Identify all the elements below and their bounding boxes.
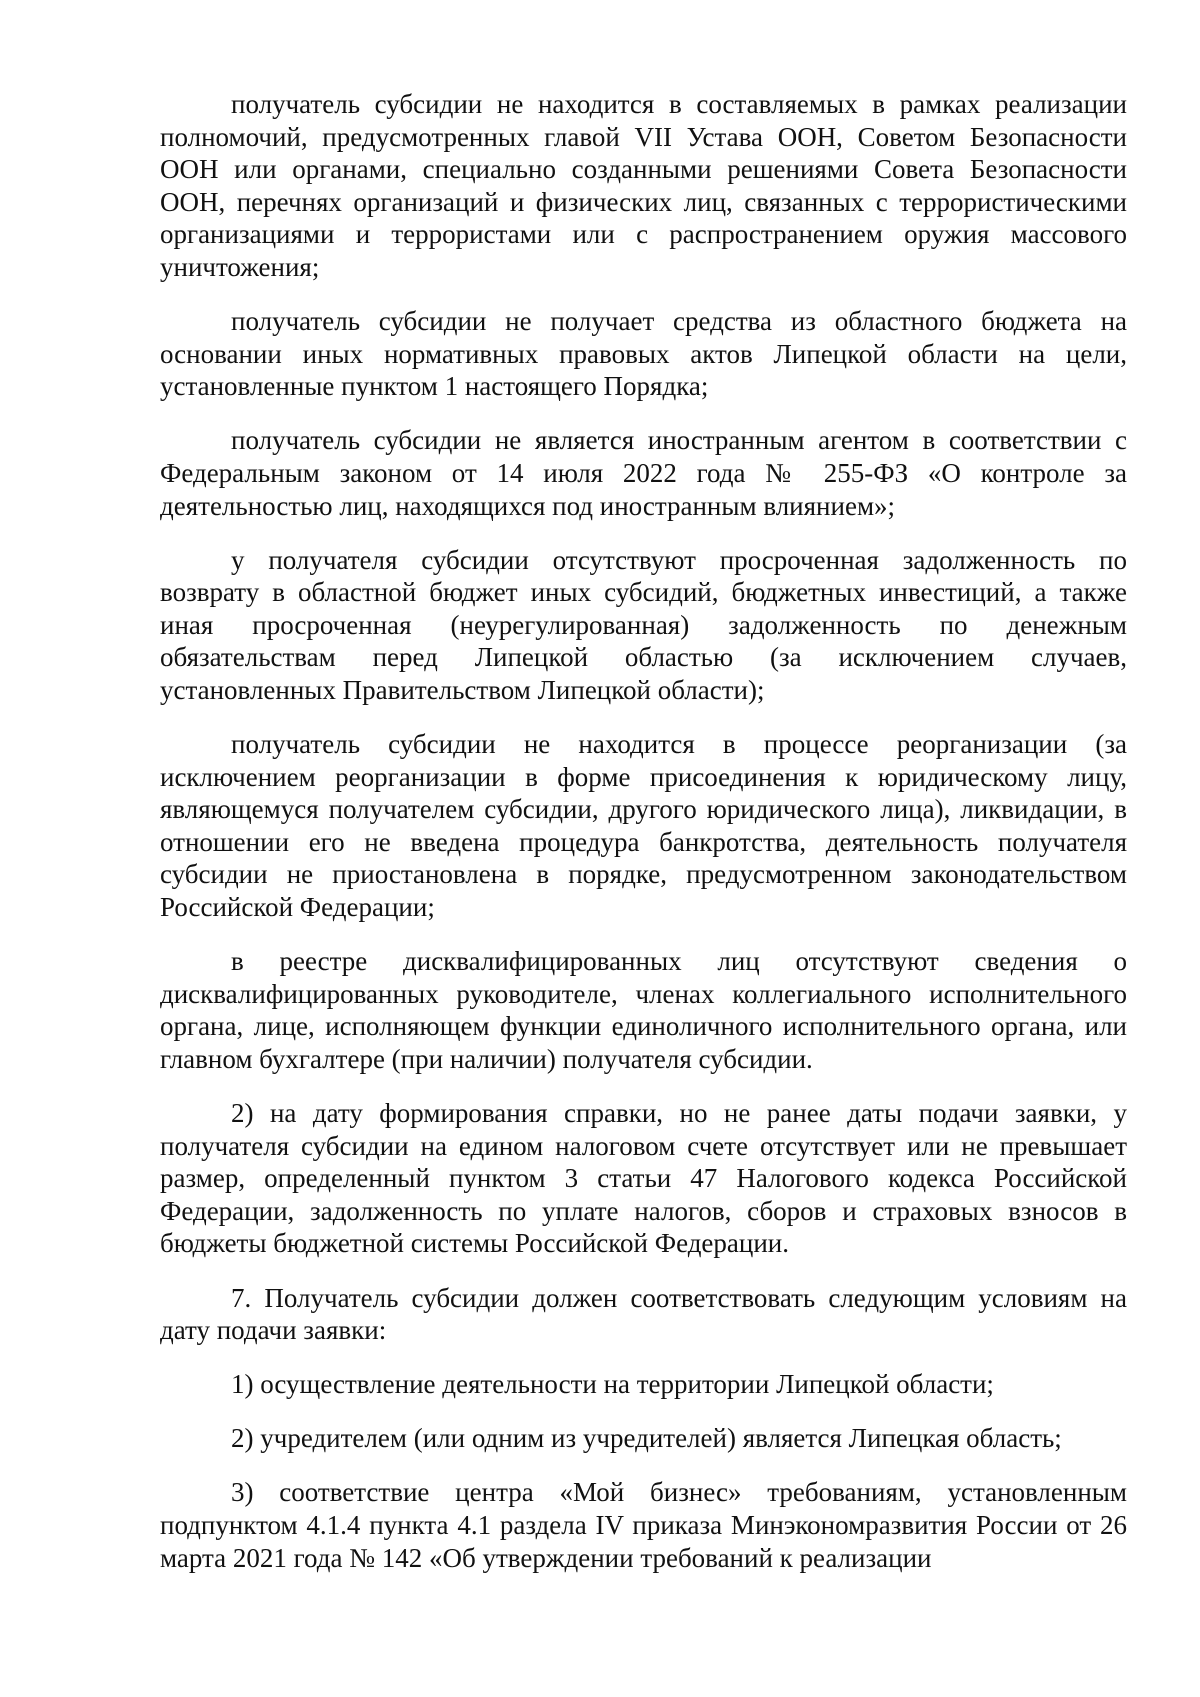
- paragraph-not-foreign-agent: получатель субсидии не является иностранным агентом в соответствии с Федеральным законом от 14 июля 2022 года № 255-ФЗ «О контроле за деятельностью лиц, находящихся под иностранным влиянием»;: [160, 425, 1127, 521]
- document-body: [160, 88, 1127, 1596]
- paragraph-no-reorganization: получатель субсидии не находится в процессе реорганизации (за исключением реорганизации в форме присоединения к юридическому лицу, являющемуся получателем субсидии, другого юридического лица), ликвидации, в отношении его не введена процедура банкротства, деятельность получателя субсидии не приостановлена в порядке, предусмотренном законодательством Российской Федерации;: [160, 729, 1127, 923]
- paragraph-tax-debt: 2) на дату формирования справки, но не ранее даты подачи заявки, у получателя субсидии на едином налоговом счете отсутствует или не превышает размер, определенный пунктом 3 статьи 47 Налогового кодекса Российской Федерации, задолженность по уплате налогов, сборов и страховых взносов в бюджеты бюджетной системы Российской Федерации.: [160, 1098, 1127, 1259]
- paragraph-un-sanctions-list: получатель субсидии не находится в составляемых в рамках реализации полномочий, предусмотренных главой VII Устава ООН, Советом Безопасности ООН или органами, специально созданными решениями Совета Безопасности ООН, перечнях организаций и физических лиц, связанных с террористическими организациями и террористами или с распространением оружия массового уничтожения;: [160, 89, 1127, 282]
- paragraph-condition-3: 3) соответствие центра «Мой бизнес» требованиям, установленным подпунктом 4.1.4 пункта 4.1 раздела IV приказа Минэкономразвития России от 26 марта 2021 года № 142 «Об утверждении требований к реализации: [160, 1477, 1127, 1573]
- paragraph-no-overdue-debt: у получателя субсидии отсутствуют просроченная задолженность по возврату в областной бюджет иных субсидий, бюджетных инвестиций, а также иная просроченная (неурегулированная) задолженность по денежным обязательствам перед Липецкой областью (за исключением случаев, установленных Правительством Липецкой области);: [160, 544, 1127, 705]
- paragraph-section-7-intro: 7. Получатель субсидии должен соответствовать следующим условиям на дату подачи заявки:: [160, 1282, 1127, 1346]
- paragraph-disqualified-persons: в реестре дисквалифицированных лиц отсутствуют сведения о дисквалифицированных руководителе, членах коллегиального исполнительного органа, лице, исполняющем функции единоличного исполнительного органа, или главном бухгалтере (при наличии) получателя субсидии.: [160, 946, 1127, 1074]
- paragraph-no-other-budget-funds: получатель субсидии не получает средства из областного бюджета на основании иных нормативных правовых актов Липецкой области на цели, установленные пунктом 1 настоящего Порядка;: [160, 306, 1127, 402]
- paragraph-condition-1: 1) осуществление деятельности на территории Липецкой области;: [231, 1369, 994, 1400]
- paragraph-condition-2: 2) учредителем (или одним из учредителей) является Липецкая область;: [231, 1423, 1062, 1454]
